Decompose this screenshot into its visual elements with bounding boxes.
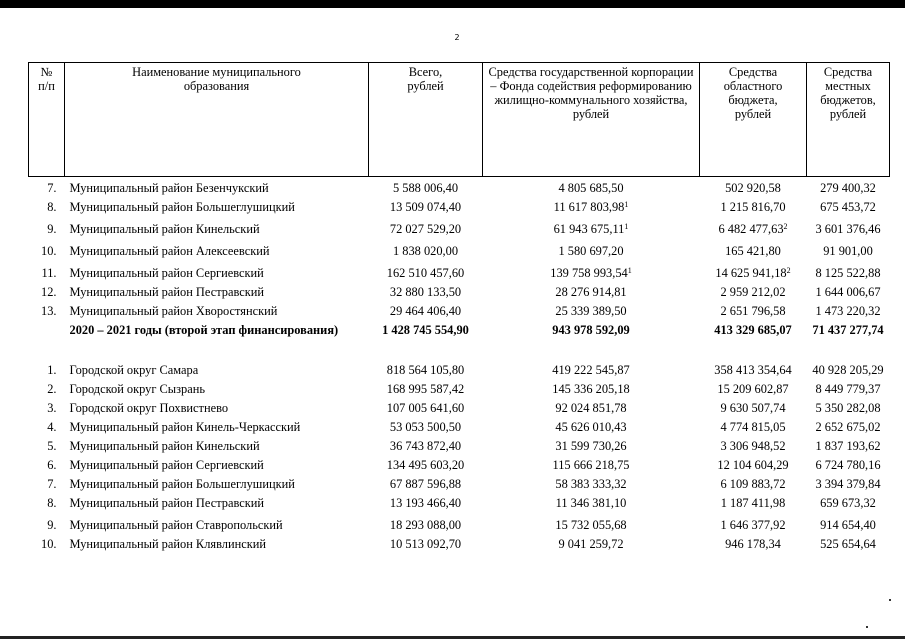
row-regional: 946 178,34 — [725, 537, 781, 551]
row-name: Муниципальный район Сергиевский — [69, 458, 264, 472]
row-name: Муниципальный район Пестравский — [69, 496, 265, 510]
row-regional: 12 104 604,29 — [717, 458, 789, 472]
row-local: 659 673,32 — [820, 496, 876, 510]
row-fund: 11 346 381,10 — [555, 496, 627, 510]
bottom-border-bar — [0, 636, 905, 639]
row-local: 279 400,32 — [820, 181, 876, 195]
row-fund: 9 041 259,72 — [558, 537, 624, 551]
row-name: Городской округ Самара — [69, 363, 199, 377]
header-num-text: № п/п — [38, 65, 55, 93]
row-fund: 58 383 333,32 — [555, 477, 627, 491]
row-total: 13 193 466,40 — [389, 496, 462, 510]
row-fund: 45 626 010,43 — [555, 420, 627, 434]
regional-value: 14 625 941,18 — [715, 266, 787, 280]
row-name: Муниципальный район Хворостянский — [69, 304, 278, 318]
footnote-mark: 1 — [627, 266, 632, 275]
row-num: 3. — [47, 401, 57, 415]
scan-speck — [866, 626, 868, 628]
row-num: 4. — [47, 420, 57, 434]
table-row — [29, 518, 890, 537]
row-regional: 358 413 354,64 — [714, 363, 792, 377]
row-num: 1. — [47, 363, 57, 377]
row-name: Муниципальный район Безенчукский — [69, 181, 269, 195]
row-regional — [700, 244, 807, 266]
row-total: 32 880 133,50 — [389, 285, 462, 299]
row-name: Муниципальный район Пестравский — [69, 285, 265, 299]
row-total: 1 838 020,00 — [392, 244, 459, 258]
row-num: 13. — [41, 304, 57, 318]
table-row — [29, 477, 890, 496]
row-fund — [483, 285, 700, 304]
table-row — [29, 458, 890, 477]
row-local: 8 125 522,88 — [815, 266, 881, 280]
row-name: Городской округ Похвистнево — [69, 401, 229, 415]
top-border-bar — [0, 0, 905, 8]
row-name: Муниципальный район Кинельский — [69, 439, 260, 453]
footnote-mark: 1 — [624, 200, 629, 209]
footnote-mark: 2 — [786, 266, 791, 275]
regional-value: 165 421,80 — [725, 244, 781, 258]
subtotal-fund: 943 978 592,09 — [552, 323, 630, 337]
row-regional: 15 209 602,87 — [717, 382, 789, 396]
row-regional — [700, 304, 807, 323]
row-total: 67 887 596,88 — [389, 477, 462, 491]
row-name: Муниципальный район Большеглушицкий — [69, 477, 295, 491]
table-row — [29, 200, 890, 222]
subtotal-total: 1 428 745 554,90 — [382, 323, 469, 337]
subtotal-num — [29, 323, 65, 357]
financing-table — [28, 62, 890, 556]
header-name-text: Наименование муниципального образования — [132, 65, 301, 93]
row-regional: 9 630 507,74 — [720, 401, 786, 415]
table-header-row — [29, 63, 890, 177]
row-num: 12. — [41, 285, 57, 299]
row-num: 9. — [47, 518, 57, 532]
regional-value: 502 920,58 — [725, 181, 781, 195]
row-num: 7. — [47, 477, 57, 491]
row-fund — [483, 181, 700, 200]
footnote-mark: 2 — [783, 222, 788, 231]
table-row — [29, 496, 890, 518]
row-regional: 1 646 377,92 — [720, 518, 786, 532]
row-fund: 31 599 730,26 — [555, 439, 627, 453]
table-row — [29, 266, 890, 285]
page-number: 2 — [454, 33, 460, 42]
row-local: 2 652 675,02 — [815, 420, 881, 434]
row-name: Муниципальный район Большеглушицкий — [69, 200, 295, 214]
table-row — [29, 304, 890, 323]
row-num: 10. — [41, 244, 57, 258]
row-num: 8. — [47, 200, 57, 214]
row-total: 168 995 587,42 — [386, 382, 465, 396]
table-row — [29, 382, 890, 401]
table-row — [29, 181, 890, 200]
row-num: 5. — [47, 439, 57, 453]
row-total: 36 743 872,40 — [389, 439, 462, 453]
header-fund-text: Средства государственной корпорации – Фонда содействия реформированию жилищно-коммунального хозяйства, рублей — [488, 65, 694, 121]
row-local: 1 837 193,62 — [815, 439, 881, 453]
row-num: 7. — [47, 181, 57, 195]
row-fund — [483, 304, 700, 323]
row-name: Муниципальный район Ставропольский — [69, 518, 283, 532]
row-local: 914 654,40 — [820, 518, 876, 532]
header-regional — [700, 63, 807, 177]
row-regional: 3 306 948,52 — [720, 439, 786, 453]
regional-value: 2 651 796,58 — [720, 304, 786, 318]
scan-speck — [889, 599, 891, 601]
row-local: 525 654,64 — [820, 537, 876, 551]
row-fund: 145 336 205,18 — [552, 382, 630, 396]
header-name — [65, 63, 369, 177]
row-regional: 4 774 815,05 — [720, 420, 786, 434]
regional-value: 6 482 477,63 — [718, 222, 784, 236]
row-regional — [700, 266, 807, 285]
header-total-text: Всего, рублей — [407, 65, 444, 93]
row-local: 8 449 779,37 — [815, 382, 881, 396]
row-num: 9. — [47, 222, 57, 236]
fund-value: 4 805 685,50 — [558, 181, 624, 195]
row-total: 29 464 406,40 — [389, 304, 462, 318]
regional-value: 1 215 816,70 — [720, 200, 786, 214]
row-num: 2. — [47, 382, 57, 396]
row-num: 10. — [41, 537, 57, 551]
row-fund — [483, 222, 700, 244]
row-total: 53 053 500,50 — [389, 420, 462, 434]
table-row — [29, 285, 890, 304]
fund-value: 139 758 993,54 — [550, 266, 628, 280]
row-total: 818 564 105,80 — [386, 363, 465, 377]
table-row — [29, 363, 890, 382]
row-local: 1 644 006,67 — [815, 285, 881, 299]
row-local: 40 928 205,29 — [812, 363, 884, 377]
table-row — [29, 244, 890, 266]
row-fund: 115 666 218,75 — [552, 458, 630, 472]
row-fund — [483, 266, 700, 285]
header-num — [29, 63, 65, 177]
row-name: Муниципальный район Сергиевский — [69, 266, 264, 280]
row-regional: 1 187 411,98 — [720, 496, 786, 510]
fund-value: 61 943 675,11 — [553, 222, 625, 236]
row-total: 18 293 088,00 — [389, 518, 462, 532]
row-local: 675 453,72 — [820, 200, 876, 214]
row-total: 134 495 603,20 — [386, 458, 465, 472]
row-regional — [700, 181, 807, 200]
row-local: 3 394 379,84 — [815, 477, 881, 491]
row-regional — [700, 285, 807, 304]
subtotal-row — [29, 323, 890, 357]
header-total — [369, 63, 483, 177]
subtotal-label: 2020 – 2021 годы (второй этап финансирования) — [69, 323, 339, 337]
row-regional — [700, 222, 807, 244]
header-regional-text: Средства областного бюджета, рублей — [723, 65, 783, 121]
row-local: 91 901,00 — [823, 244, 873, 258]
row-num: 6. — [47, 458, 57, 472]
fund-value: 11 617 803,98 — [553, 200, 625, 214]
table-row — [29, 222, 890, 244]
table-row — [29, 439, 890, 458]
table-row — [29, 420, 890, 439]
subtotal-regional: 413 329 685,07 — [714, 323, 792, 337]
row-fund — [483, 244, 700, 266]
row-local: 5 350 282,08 — [815, 401, 881, 415]
row-regional: 6 109 883,72 — [720, 477, 786, 491]
regional-value: 2 959 212,02 — [720, 285, 786, 299]
row-total: 13 509 074,40 — [389, 200, 462, 214]
row-total: 5 588 006,40 — [392, 181, 459, 195]
row-fund — [483, 200, 700, 222]
row-total: 72 027 529,20 — [389, 222, 462, 236]
table-row — [29, 537, 890, 556]
row-local: 1 473 220,32 — [815, 304, 881, 318]
row-total: 107 005 641,60 — [386, 401, 465, 415]
header-fund — [483, 63, 700, 177]
row-local: 6 724 780,16 — [815, 458, 881, 472]
row-total: 10 513 092,70 — [389, 537, 462, 551]
row-name: Муниципальный район Кинель-Черкасский — [69, 420, 301, 434]
row-name: Муниципальный район Алексеевский — [69, 244, 270, 258]
row-name: Городской округ Сызрань — [69, 382, 206, 396]
table-row — [29, 401, 890, 420]
row-fund: 419 222 545,87 — [552, 363, 630, 377]
row-num: 8. — [47, 496, 57, 510]
row-regional — [700, 200, 807, 222]
footnote-mark: 1 — [624, 222, 629, 231]
subtotal-local: 71 437 277,74 — [812, 323, 884, 337]
row-num: 11. — [41, 266, 57, 280]
row-fund: 92 024 851,78 — [555, 401, 627, 415]
header-local — [807, 63, 890, 177]
row-local: 3 601 376,46 — [815, 222, 881, 236]
fund-value: 25 339 389,50 — [555, 304, 627, 318]
fund-value: 28 276 914,81 — [555, 285, 627, 299]
row-total: 162 510 457,60 — [386, 266, 465, 280]
header-local-text: Средства местных бюджетов, рублей — [820, 65, 876, 121]
row-name: Муниципальный район Кинельский — [69, 222, 260, 236]
fund-value: 1 580 697,20 — [558, 244, 624, 258]
row-fund: 15 732 055,68 — [555, 518, 627, 532]
row-name: Муниципальный район Клявлинский — [69, 537, 266, 551]
